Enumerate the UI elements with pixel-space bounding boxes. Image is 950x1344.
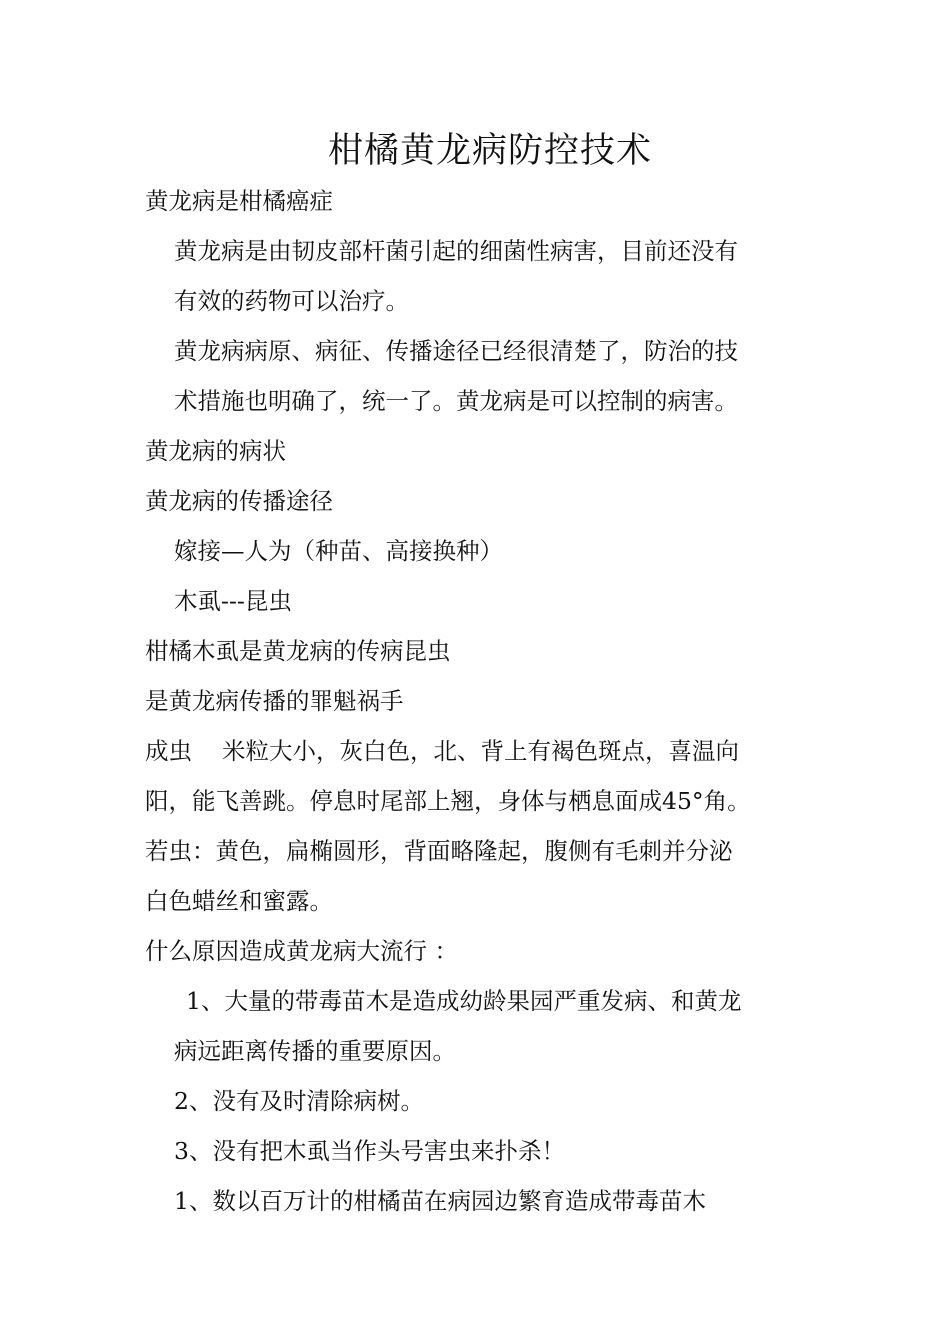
heading-cancer: 黄龙病是柑橘癌症 (145, 187, 333, 215)
paragraph-line: 若虫：黄色，扁椭圆形，背面略隆起，腹侧有毛刺并分泌 (145, 837, 733, 865)
adult-description-line (145, 726, 739, 776)
paragraph-line: 白色蜡丝和蜜露。 (145, 887, 333, 915)
adult-label: 成虫 (145, 737, 192, 765)
list-item: 嫁接—人为（种苗、高接换种） (174, 537, 503, 565)
list-item: 病远距离传播的重要原因。 (174, 1037, 456, 1065)
paragraph-line: 柑橘木虱是黄龙病的传病昆虫 (145, 637, 451, 665)
heading-symptoms: 黄龙病的病状 (145, 437, 286, 465)
adult-description: 米粒大小，灰白色，北、背上有褐色斑点，喜温向 (222, 737, 739, 765)
list-item: 1、大量的带毒苗木是造成幼龄果园严重发病、和黄龙 (186, 987, 742, 1015)
paragraph-line: 黄龙病病原、病征、传播途径已经很清楚了，防治的技 (174, 337, 738, 365)
paragraph-line: 术措施也明确了，统一了。黄龙病是可以控制的病害。 (174, 387, 738, 415)
heading-causes: 什么原因造成黄龙病大流行 ： (145, 937, 458, 965)
list-item: 木虱---昆虫 (174, 587, 292, 615)
paragraph-line: 黄龙病是由韧皮部杆菌引起的细菌性病害，目前还没有 (174, 237, 738, 265)
document-title: 柑橘黄龙病防控技术 (327, 131, 652, 171)
paragraph-line: 阳，能飞善跳。停息时尾部上翘，身体与栖息面成45°角。 (145, 787, 751, 815)
heading-transmission: 黄龙病的传播途径 (145, 487, 333, 515)
list-item: 2、没有及时清除病树。 (174, 1087, 424, 1115)
list-item: 1、数以百万计的柑橘苗在病园边繁育造成带毒苗木 (174, 1187, 706, 1215)
list-item: 3、没有把木虱当作头号害虫来扑杀！ (174, 1137, 565, 1165)
paragraph-line: 有效的药物可以治疗。 (174, 287, 409, 315)
paragraph-line: 是黄龙病传播的罪魁祸手 (145, 687, 404, 715)
